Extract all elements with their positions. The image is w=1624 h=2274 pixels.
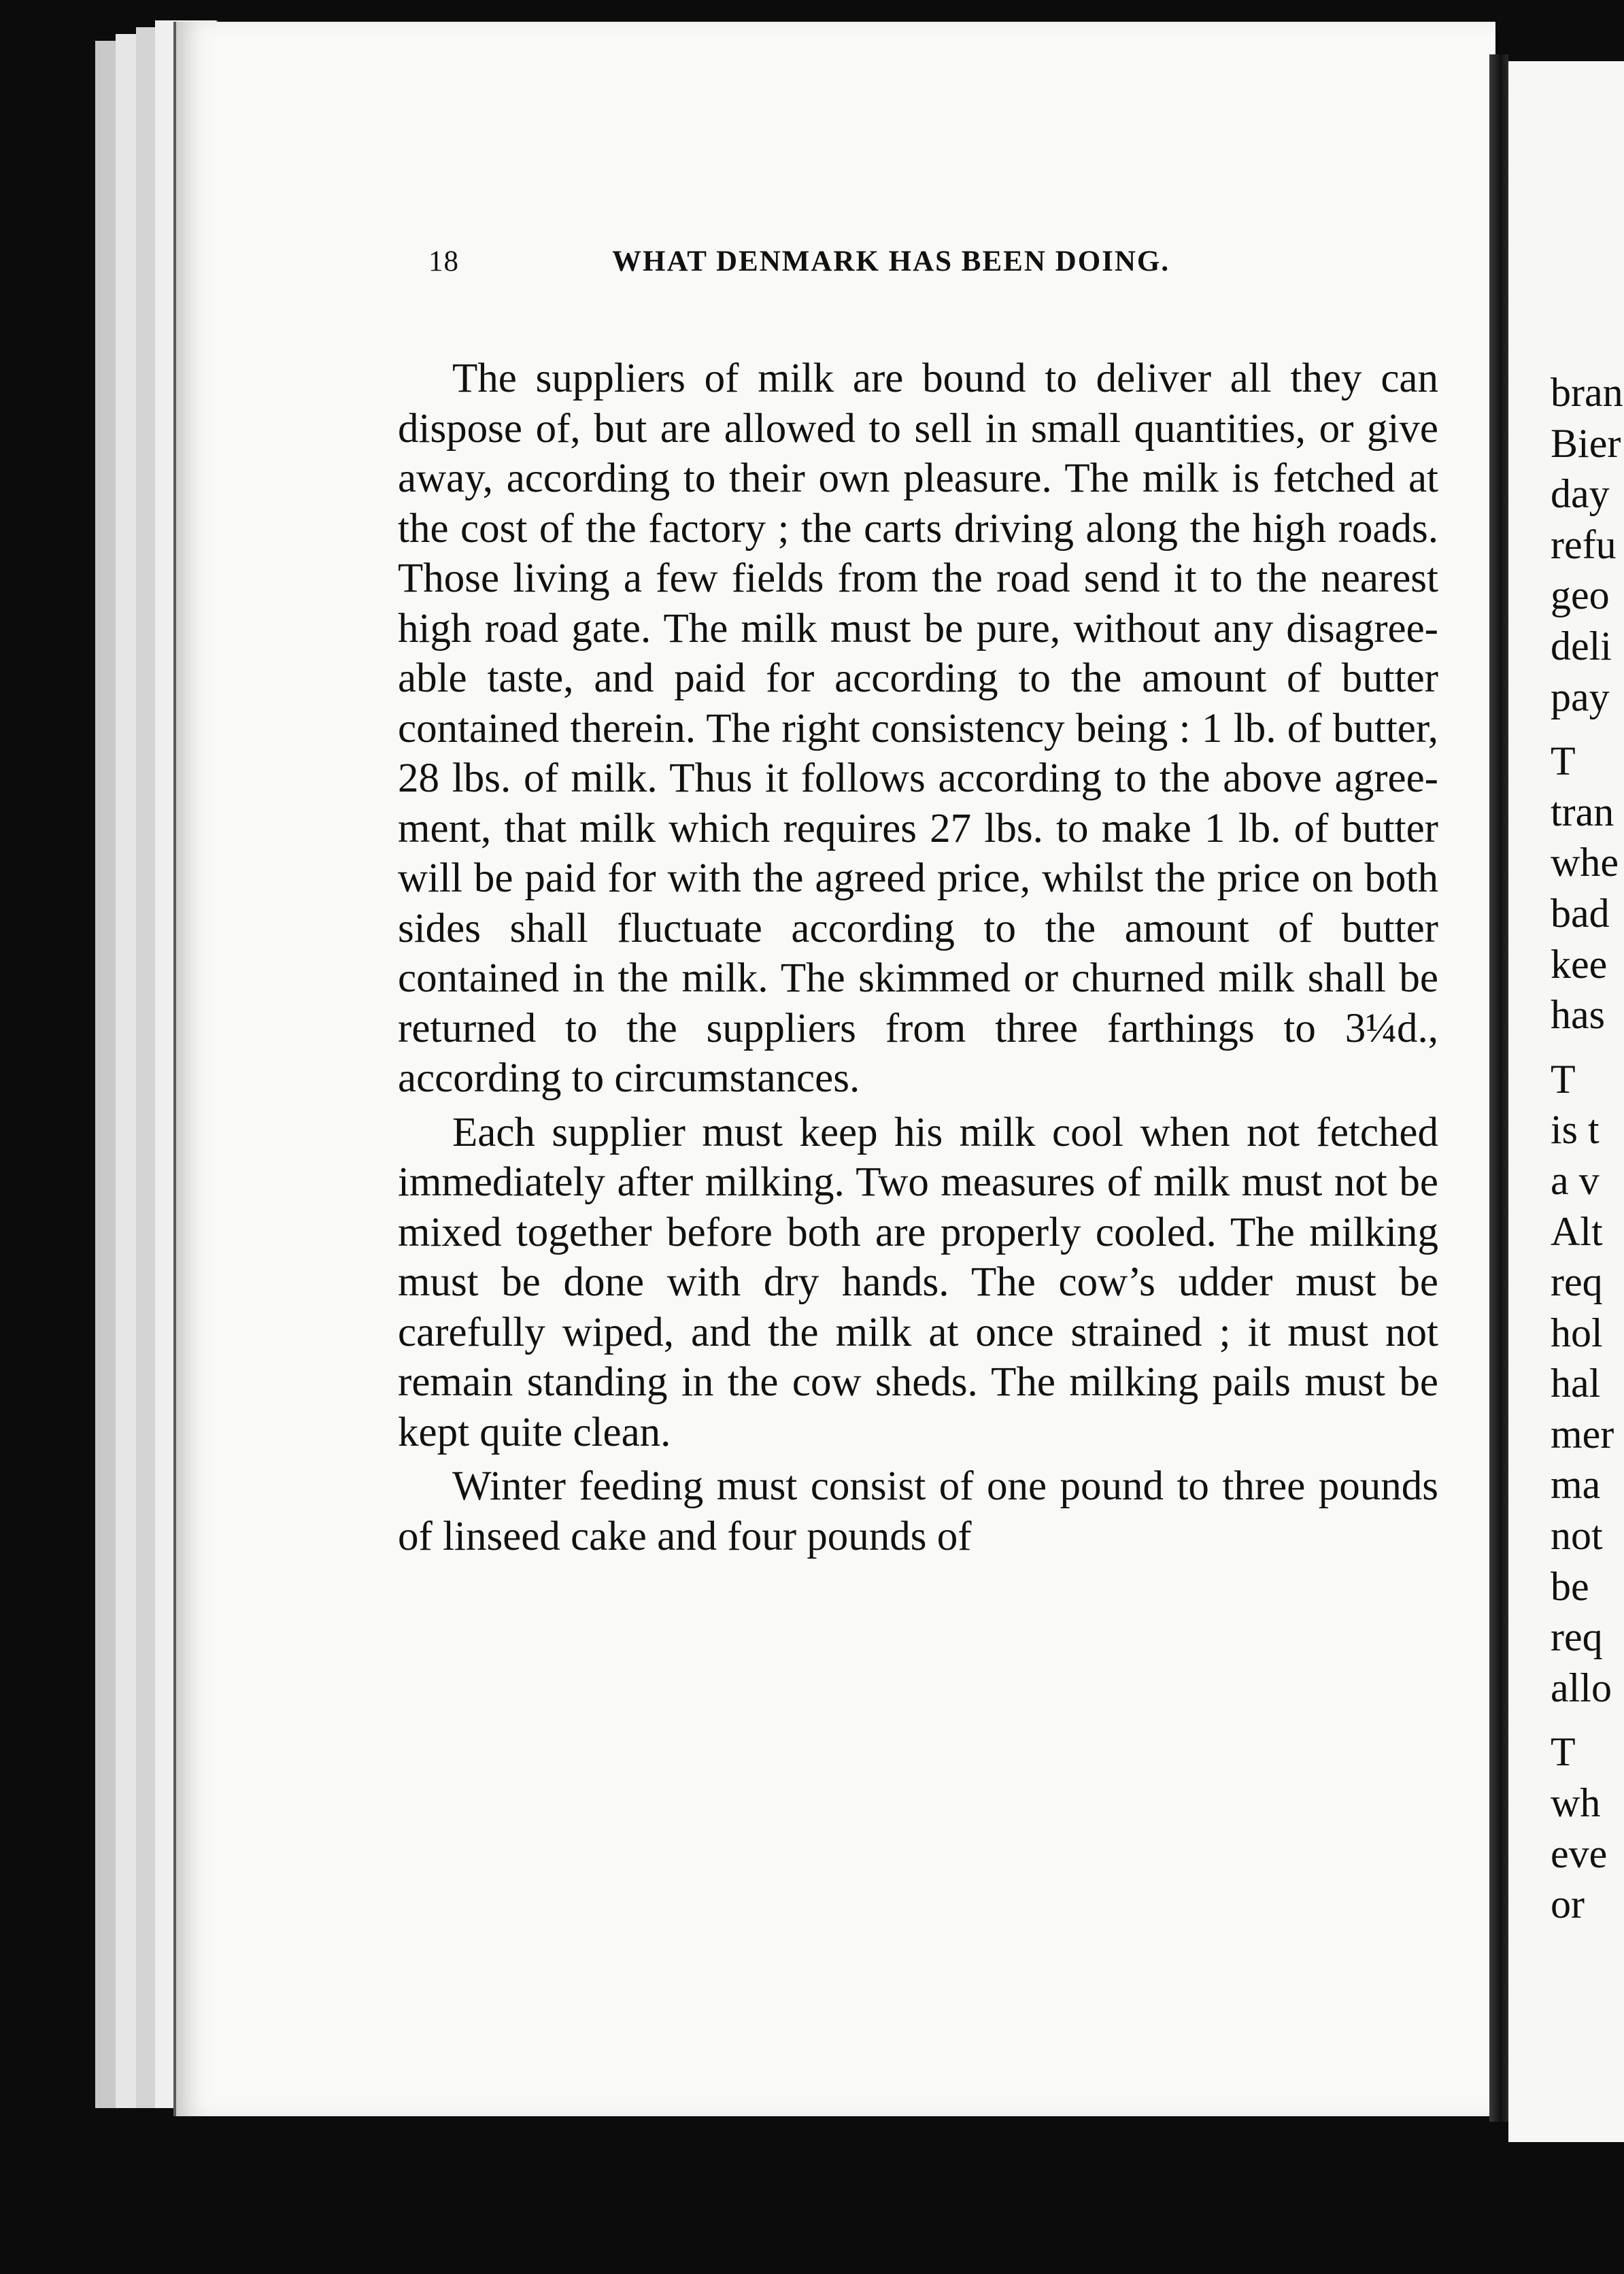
- facing-line: tran: [1551, 789, 1614, 834]
- facing-line: Bier: [1551, 420, 1621, 466]
- facing-line: geo: [1551, 573, 1610, 618]
- facing-line: not: [1551, 1513, 1603, 1559]
- facing-line: kee: [1551, 941, 1608, 987]
- facing-line: bad: [1551, 890, 1610, 936]
- facing-line: a v: [1551, 1157, 1600, 1203]
- facing-page-text: [1551, 367, 1624, 1930]
- facing-line: T: [1551, 1729, 1576, 1775]
- facing-line: T: [1551, 1056, 1576, 1102]
- facing-line: pay: [1551, 674, 1610, 719]
- body-text: [398, 354, 1438, 1561]
- paragraph: The suppliers of milk are bound to deliver all they can dispose of, but are allowed to sell in small quantities, or give away, according to their own pleasure. The milk is fetched at the cost of the factory ; the carts driving along the high roads. Those living a few fields from the road send it to the nearest high road gate. The milk must be pure, without any disagreeable taste, and paid for according to the amount of butter contained therein. The right consistency being : 1 lb. of butter, 28 lbs. of milk. Thus it follows according to the above agreement, that milk which requires 27 lbs. to make 1 lb. of butter will be paid for with the agreed price, whilst the price on both sides shall fluctuate according to the amount of butter contained in the milk. The skimmed or churned milk shall be returned to the suppliers from three farthings to 3¼d., according to circumstances.: [398, 356, 1438, 1101]
- facing-line: bran: [1551, 370, 1623, 415]
- running-head: [428, 245, 1265, 286]
- page-number: 18: [428, 245, 459, 277]
- facing-line: eve: [1551, 1831, 1608, 1876]
- facing-line: be: [1551, 1563, 1589, 1609]
- facing-line: or: [1551, 1882, 1585, 1927]
- facing-line: has: [1551, 992, 1605, 1038]
- facing-line: T: [1551, 739, 1576, 784]
- book-gutter: [1489, 54, 1508, 2122]
- facing-line: is t: [1551, 1107, 1600, 1153]
- facing-line: req: [1551, 1614, 1603, 1660]
- facing-line: deli: [1551, 623, 1612, 668]
- facing-line: mer: [1551, 1411, 1614, 1457]
- running-title: WHAT DENMARK HAS BEEN DOING.: [612, 245, 1170, 277]
- paragraph: Each supplier must keep his milk cool when not fetched immediately after milking. Two measures of milk must not be mixed together before both are properly cooled. The milking must be done with dry hands. The cow’s udder must be carefully wiped, and the milk at once strained ; it must not remain standing in the cow sheds. The milking pails must be kept quite clean.: [398, 1109, 1438, 1455]
- facing-line: hol: [1551, 1310, 1603, 1355]
- facing-line: whe: [1551, 840, 1619, 885]
- facing-line: wh: [1551, 1780, 1601, 1826]
- facing-line: day: [1551, 471, 1610, 517]
- facing-line: ma: [1551, 1462, 1601, 1508]
- facing-line: allo: [1551, 1665, 1612, 1710]
- facing-line: Alt: [1551, 1208, 1603, 1254]
- facing-line: refu: [1551, 522, 1617, 567]
- facing-line: hal: [1551, 1361, 1601, 1406]
- facing-line: req: [1551, 1259, 1603, 1305]
- paragraph: Winter feeding must consist of one pound to three pounds of linseed cake and four pounds of: [398, 1463, 1438, 1559]
